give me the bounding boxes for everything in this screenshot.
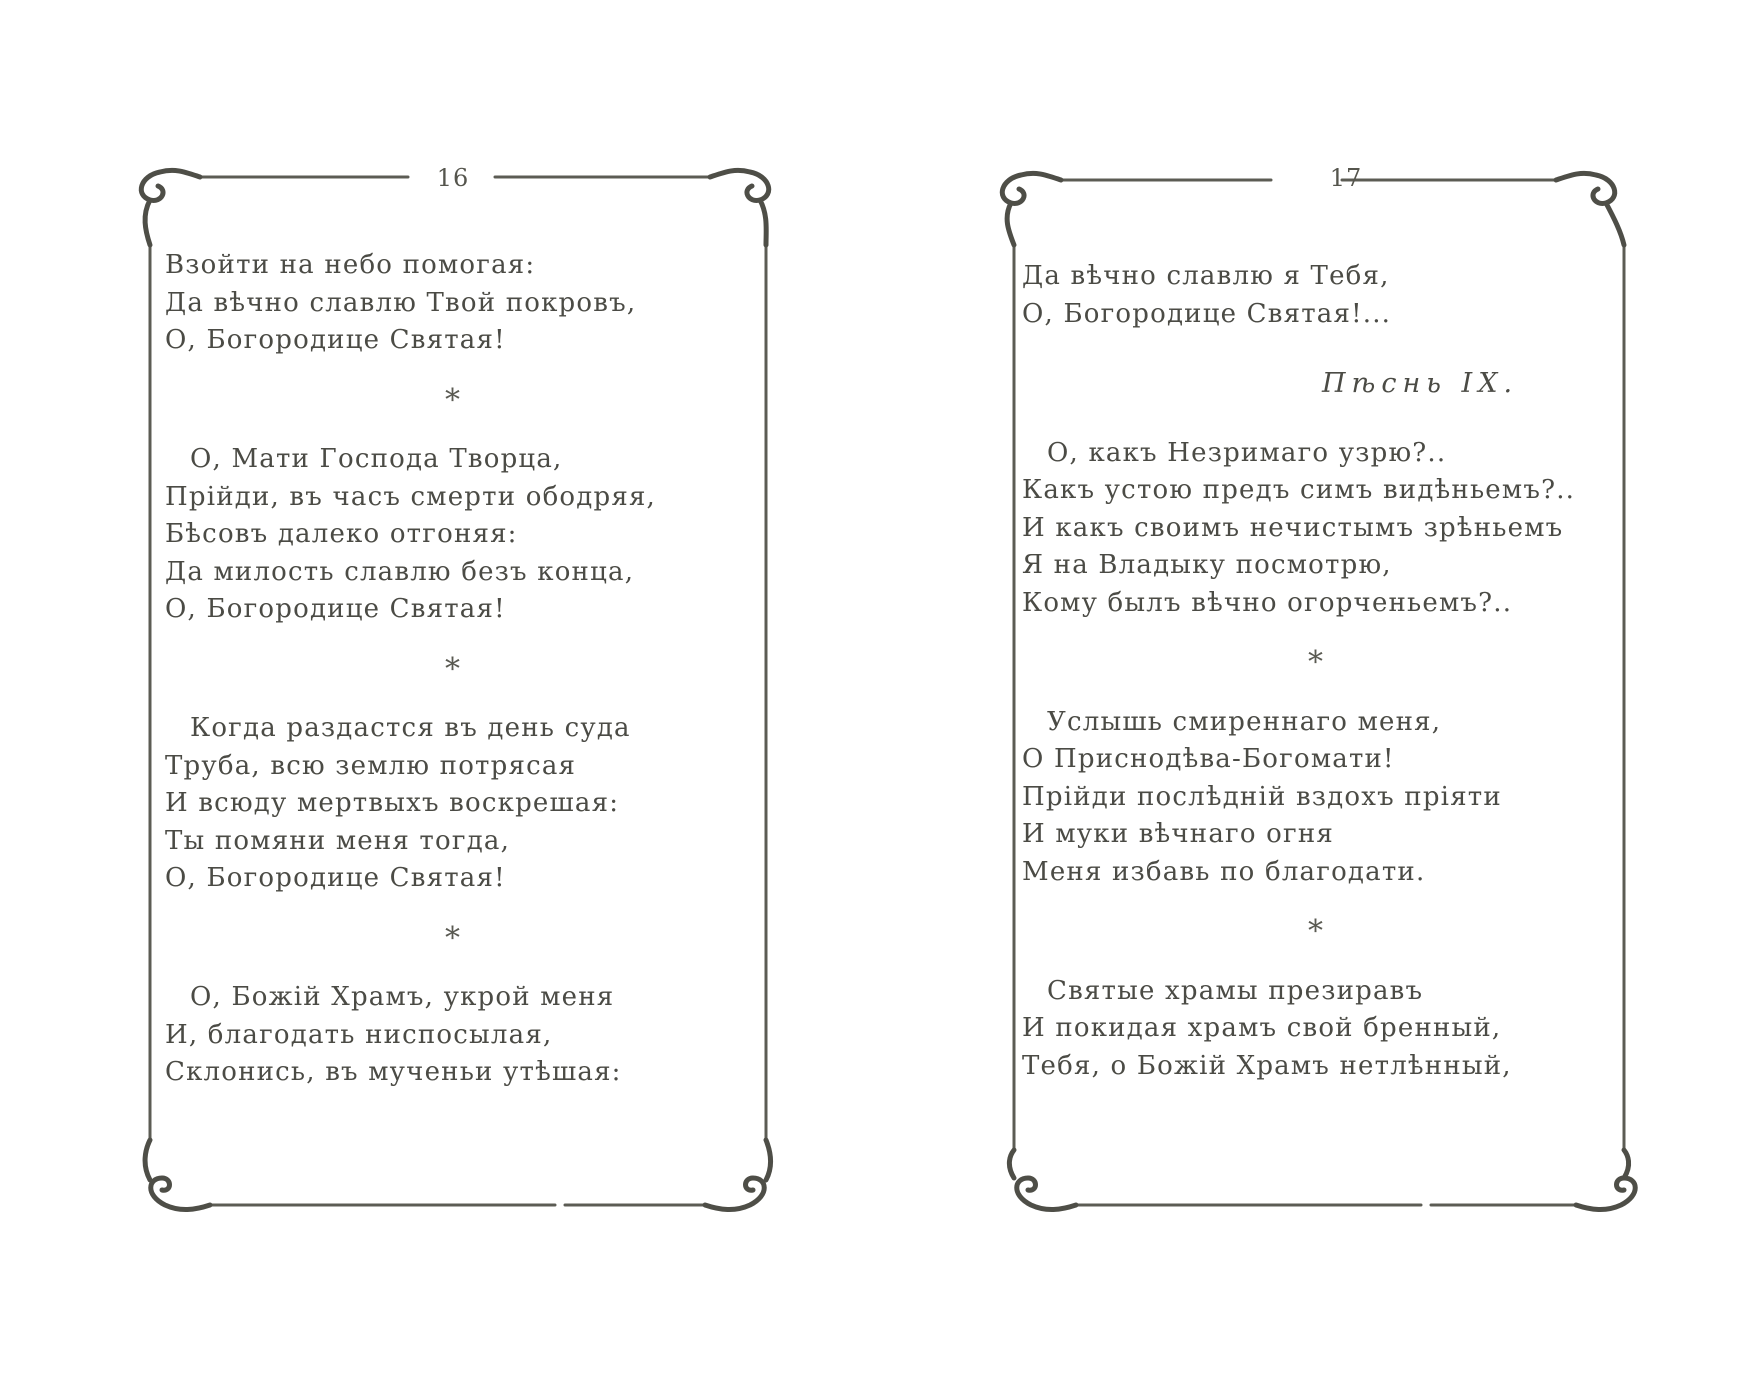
verse-line: Труба, всю землю потрясая [165,750,577,781]
stanza-separator: * [445,382,462,418]
verse-line: Услышь смиреннаго меня, [1047,706,1442,737]
verse-line: Ты помяни меня тогда, [165,825,511,856]
verse-line: И покидая храмъ свой бренный, [1022,1013,1502,1043]
verse-line: Меня избавь по благодати. [1022,856,1426,887]
verse-line: И всюду мертвыхъ воскрешая: [165,788,620,818]
verse-line: Да вѣчно славлю Твой покровъ, [165,287,637,318]
verse-line: О, какъ Незримаго узрю?.. [1047,437,1447,468]
verse-line: О, Богородице Святая! [165,325,506,355]
verse-line: Прійди, въ часъ смерти ободряя, [165,481,657,512]
verse-block [1022,258,1622,1085]
verse-line: Я на Владыку посмотрю, [1022,550,1392,580]
verse-line: Взойти на небо помогая: [165,250,536,280]
verse-line: Какъ устою предъ симъ видѣньемъ?.. [1022,475,1576,505]
verse-line: О, Богородице Святая!... [1022,298,1392,329]
page-number: 17 [1329,164,1363,192]
verse-line: О, Мати Господа Творца, [190,444,563,474]
song-heading: Пѣснь IX. [1322,368,1519,399]
stanza-separator: * [445,920,462,956]
verse-line: Когда раздастся въ день суда [190,713,631,743]
verse-line: Святые храмы презиравъ [1047,975,1424,1006]
verse-line: И какъ своимъ нечистымъ зрѣньемъ [1022,512,1564,543]
right-page [876,0,1752,1375]
verse-line: Склонись, въ мученьи утѣшая: [165,1057,622,1087]
verse-line: И, благодать ниспосылая, [165,1019,553,1050]
verse-line: Да вѣчно славлю я Тебя, [1022,261,1390,291]
verse-line: Прійди послѣдній вздохъ пріяти [1022,781,1502,812]
verse-line: Бѣсовъ далеко отгоняя: [165,519,518,549]
stanza-separator: * [1308,914,1325,949]
verse-line: Тебя, о Божій Храмъ нетлѣнный, [1022,1050,1512,1081]
verse-block [165,247,725,1092]
page-number: 16 [436,164,470,192]
verse-line: О, Божій Храмъ, укрой меня [190,982,615,1012]
stanza-separator: * [445,651,462,687]
verse-line: О Приснодѣва-Богомати! [1022,744,1395,774]
verse-line: И муки вѣчнаго огня [1022,819,1334,849]
verse-line: Да милость славлю безъ конца, [165,556,635,587]
verse-line: Кому былъ вѣчно огорченьемъ?.. [1022,587,1513,618]
stanza-separator: * [1308,645,1325,680]
verse-line: О, Богородице Святая! [165,863,506,893]
verse-line: О, Богородице Святая! [165,594,506,624]
